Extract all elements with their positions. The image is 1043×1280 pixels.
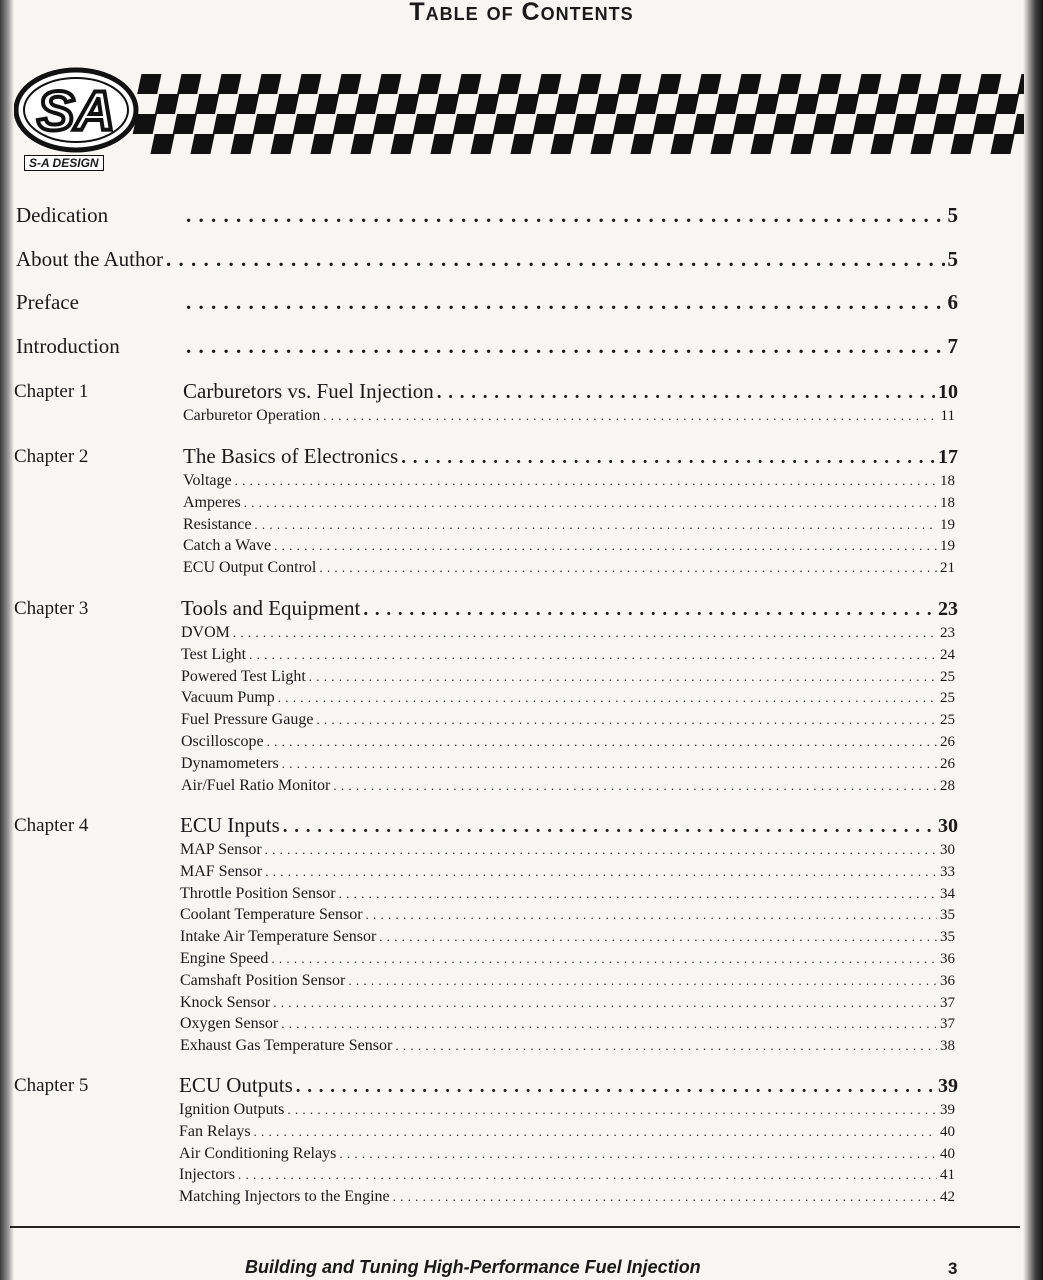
section-entry-page: 35 <box>940 907 955 924</box>
section-entry[interactable] <box>180 950 955 968</box>
section-entry-title: MAF Sensor <box>180 862 263 880</box>
leader-dots <box>366 907 937 923</box>
leader-dots <box>265 842 937 858</box>
chapter-title[interactable] <box>180 813 958 838</box>
leader-dots <box>282 756 937 772</box>
chapter-title[interactable] <box>183 444 958 469</box>
section-entry[interactable] <box>183 494 955 512</box>
chapter-title[interactable] <box>179 1073 958 1098</box>
leader-dots <box>296 1076 935 1098</box>
section-entry[interactable] <box>179 1123 955 1141</box>
section-entry-page: 36 <box>940 951 955 967</box>
leader-dots <box>267 734 937 750</box>
section-entry-title: Injectors <box>179 1166 235 1184</box>
section-entry-page: 41 <box>940 1167 955 1184</box>
chapter-label: Chapter 4 <box>14 815 89 836</box>
toc-entry[interactable] <box>183 203 958 228</box>
section-entry[interactable] <box>180 885 955 903</box>
leader-dots <box>186 290 945 315</box>
toc-label: Dedication <box>16 203 109 227</box>
section-entry-title: Carburetor Operation <box>183 407 321 424</box>
section-entry-title: Powered Test Light <box>181 667 306 685</box>
section-entry-page: 18 <box>940 494 955 511</box>
leader-dots <box>166 247 945 272</box>
section-entry[interactable] <box>181 755 955 773</box>
section-entry-title: Matching Injectors to the Engine <box>179 1188 390 1206</box>
checkered-flag-banner <box>14 62 1024 172</box>
section-entry-title: Test Light <box>181 645 247 663</box>
section-entry[interactable] <box>181 733 955 751</box>
section-entry-page: 25 <box>940 712 955 729</box>
leader-dots <box>348 973 937 989</box>
section-entry[interactable] <box>181 689 955 707</box>
section-entry-title: Air Conditioning Relays <box>179 1144 337 1162</box>
leader-dots <box>254 1124 937 1140</box>
section-entry-page: 34 <box>940 885 955 902</box>
chapter-label: Chapter 1 <box>14 381 89 402</box>
chapter-title-page: 30 <box>938 815 958 837</box>
section-entry[interactable] <box>179 1188 955 1206</box>
section-entry[interactable] <box>180 972 955 990</box>
section-entry-page: 19 <box>940 516 955 533</box>
section-entry-title: Air/Fuel Ratio Monitor <box>181 776 331 794</box>
leader-dots <box>437 382 935 404</box>
section-entry-title: Camshaft Position Sensor <box>180 971 346 989</box>
book-spine-shadow <box>0 0 14 1280</box>
section-entry[interactable] <box>180 841 955 859</box>
section-entry[interactable] <box>180 928 955 946</box>
section-entry-title: Fuel Pressure Gauge <box>181 711 314 729</box>
section-entry[interactable] <box>180 863 955 881</box>
chapter-title[interactable] <box>181 596 958 621</box>
section-entry[interactable] <box>183 516 955 534</box>
leader-dots <box>283 816 935 838</box>
section-entry[interactable] <box>179 1145 955 1163</box>
footer-book-title: Building and Tuning High-Performance Fuel Injection <box>245 1257 701 1277</box>
section-entry-page: 19 <box>940 538 955 555</box>
page-title: Table of Contents <box>409 0 634 26</box>
section-entry-page: 23 <box>940 625 955 641</box>
section-entry-page: 11 <box>940 408 955 424</box>
section-entry-title: Oscilloscope <box>181 733 264 750</box>
chapter-title-page: 10 <box>938 381 958 403</box>
chapter-label: Chapter 2 <box>14 446 89 467</box>
section-entry-page: 18 <box>940 473 955 489</box>
section-entry[interactable] <box>183 537 955 555</box>
logo-subtitle: S-A DESIGN <box>24 155 104 171</box>
leader-dots <box>316 712 937 728</box>
leader-dots <box>395 1038 937 1054</box>
leader-dots <box>287 1102 937 1118</box>
section-entry-page: 24 <box>940 646 955 663</box>
leader-dots <box>186 203 945 228</box>
section-entry-page: 37 <box>940 994 955 1011</box>
leader-dots <box>281 1016 937 1032</box>
leader-dots <box>186 334 945 359</box>
section-entry-title: MAP Sensor <box>180 841 262 858</box>
chapter-label: Chapter 3 <box>14 598 89 619</box>
leader-dots <box>273 995 937 1011</box>
section-entry[interactable] <box>179 1101 955 1119</box>
toc-entry-page: 5 <box>947 203 958 227</box>
section-entry-title: Oxygen Sensor <box>180 1015 279 1033</box>
section-entry-page: 35 <box>940 929 955 946</box>
section-entry[interactable] <box>181 711 955 729</box>
section-entry-title: Coolant Temperature Sensor <box>180 906 363 924</box>
section-entry-title: Throttle Position Sensor <box>180 884 336 902</box>
section-entry-title: Knock Sensor <box>180 993 271 1011</box>
section-entry-page: 26 <box>940 734 955 750</box>
section-entry-page: 28 <box>940 777 955 794</box>
chapter-title-page: 23 <box>938 598 958 620</box>
section-entry-page: 39 <box>940 1102 955 1118</box>
leader-dots <box>379 929 937 945</box>
section-entry-page: 37 <box>940 1016 955 1033</box>
section-entry[interactable] <box>183 407 955 425</box>
section-entry[interactable] <box>181 646 955 664</box>
section-entry-page: 36 <box>940 972 955 989</box>
toc-label: Introduction <box>16 334 120 358</box>
leader-dots <box>278 690 937 706</box>
section-entry-page: 40 <box>940 1123 955 1140</box>
section-entry[interactable] <box>180 1015 955 1033</box>
section-entry-title: Dynamometers <box>181 754 279 772</box>
toc-entry-page: 6 <box>947 290 958 314</box>
section-entry-page: 42 <box>940 1189 955 1206</box>
leader-dots <box>235 473 937 489</box>
page-edge-shadow <box>1023 0 1043 1280</box>
chapter-title-title: Carburetors vs. Fuel Injection <box>183 379 434 403</box>
leader-dots <box>339 886 937 902</box>
section-entry[interactable] <box>181 777 955 795</box>
section-entry[interactable] <box>181 624 955 642</box>
section-entry-title: Catch a Wave <box>183 537 272 555</box>
leader-dots <box>249 647 937 663</box>
leader-dots <box>363 599 935 621</box>
footer-page-number: 3 <box>948 1259 958 1278</box>
section-entry-page: 40 <box>940 1145 955 1162</box>
chapter-title-title: The Basics of Electronics <box>183 444 399 468</box>
toc-entry-page: 7 <box>947 334 958 358</box>
section-entry-title: Voltage <box>183 472 232 489</box>
section-entry-page: 25 <box>940 668 955 685</box>
footer-rule <box>10 1226 1020 1228</box>
section-entry-page: 38 <box>940 1038 955 1055</box>
section-entry-title: Vacuum Pump <box>181 689 275 707</box>
leader-dots <box>393 1189 937 1205</box>
section-entry-page: 21 <box>940 560 955 577</box>
section-entry-page: 33 <box>940 863 955 880</box>
leader-dots <box>274 538 937 554</box>
toc-entry[interactable] <box>183 334 958 359</box>
chapter-label: Chapter 5 <box>14 1075 89 1096</box>
toc-label: Preface <box>16 290 79 314</box>
chapter-title[interactable] <box>183 379 958 404</box>
svg-text:SA: SA <box>37 79 115 142</box>
leader-dots <box>309 669 937 685</box>
sa-design-logo-icon <box>16 70 136 150</box>
section-entry[interactable] <box>180 994 955 1012</box>
toc-entry-title: About the Author <box>16 247 163 271</box>
section-entry[interactable] <box>180 906 955 924</box>
leader-dots <box>333 778 937 794</box>
section-entry-title: Ignition Outputs <box>179 1101 285 1118</box>
leader-dots <box>254 517 937 533</box>
chapter-title-page: 17 <box>938 446 958 468</box>
section-entry[interactable] <box>181 668 955 686</box>
leader-dots <box>238 1167 937 1183</box>
chapter-title-title: ECU Outputs <box>179 1073 293 1097</box>
leader-dots <box>244 495 937 511</box>
section-entry-title: Fan Relays <box>179 1122 251 1140</box>
section-entry-page: 30 <box>940 842 955 858</box>
leader-dots <box>323 408 937 424</box>
toc-entry[interactable] <box>183 290 958 315</box>
section-entry-title: DVOM <box>181 624 230 641</box>
chapter-title-page: 39 <box>938 1075 958 1097</box>
toc-entry-page: 5 <box>947 247 958 271</box>
chapter-title-title: ECU Inputs <box>180 813 280 837</box>
section-entry[interactable] <box>179 1166 955 1184</box>
section-entry-title: Resistance <box>183 515 252 533</box>
leader-dots <box>271 951 937 967</box>
section-entry-title: Engine Speed <box>180 950 269 967</box>
section-entry-title: Intake Air Temperature Sensor <box>180 928 377 946</box>
leader-dots <box>339 1146 937 1162</box>
section-entry-title: ECU Output Control <box>183 559 317 577</box>
section-entry-page: 25 <box>940 690 955 707</box>
toc-entry[interactable] <box>16 247 958 272</box>
leader-dots <box>265 864 937 880</box>
section-entry[interactable] <box>183 472 955 490</box>
section-entry-page: 26 <box>940 755 955 772</box>
section-entry-title: Amperes <box>183 493 241 511</box>
section-entry[interactable] <box>180 1037 955 1055</box>
chapter-title-title: Tools and Equipment <box>181 596 361 620</box>
leader-dots <box>319 560 937 576</box>
leader-dots <box>401 447 935 469</box>
leader-dots <box>233 625 937 641</box>
section-entry-title: Exhaust Gas Temperature Sensor <box>180 1037 393 1055</box>
section-entry[interactable] <box>183 559 955 577</box>
